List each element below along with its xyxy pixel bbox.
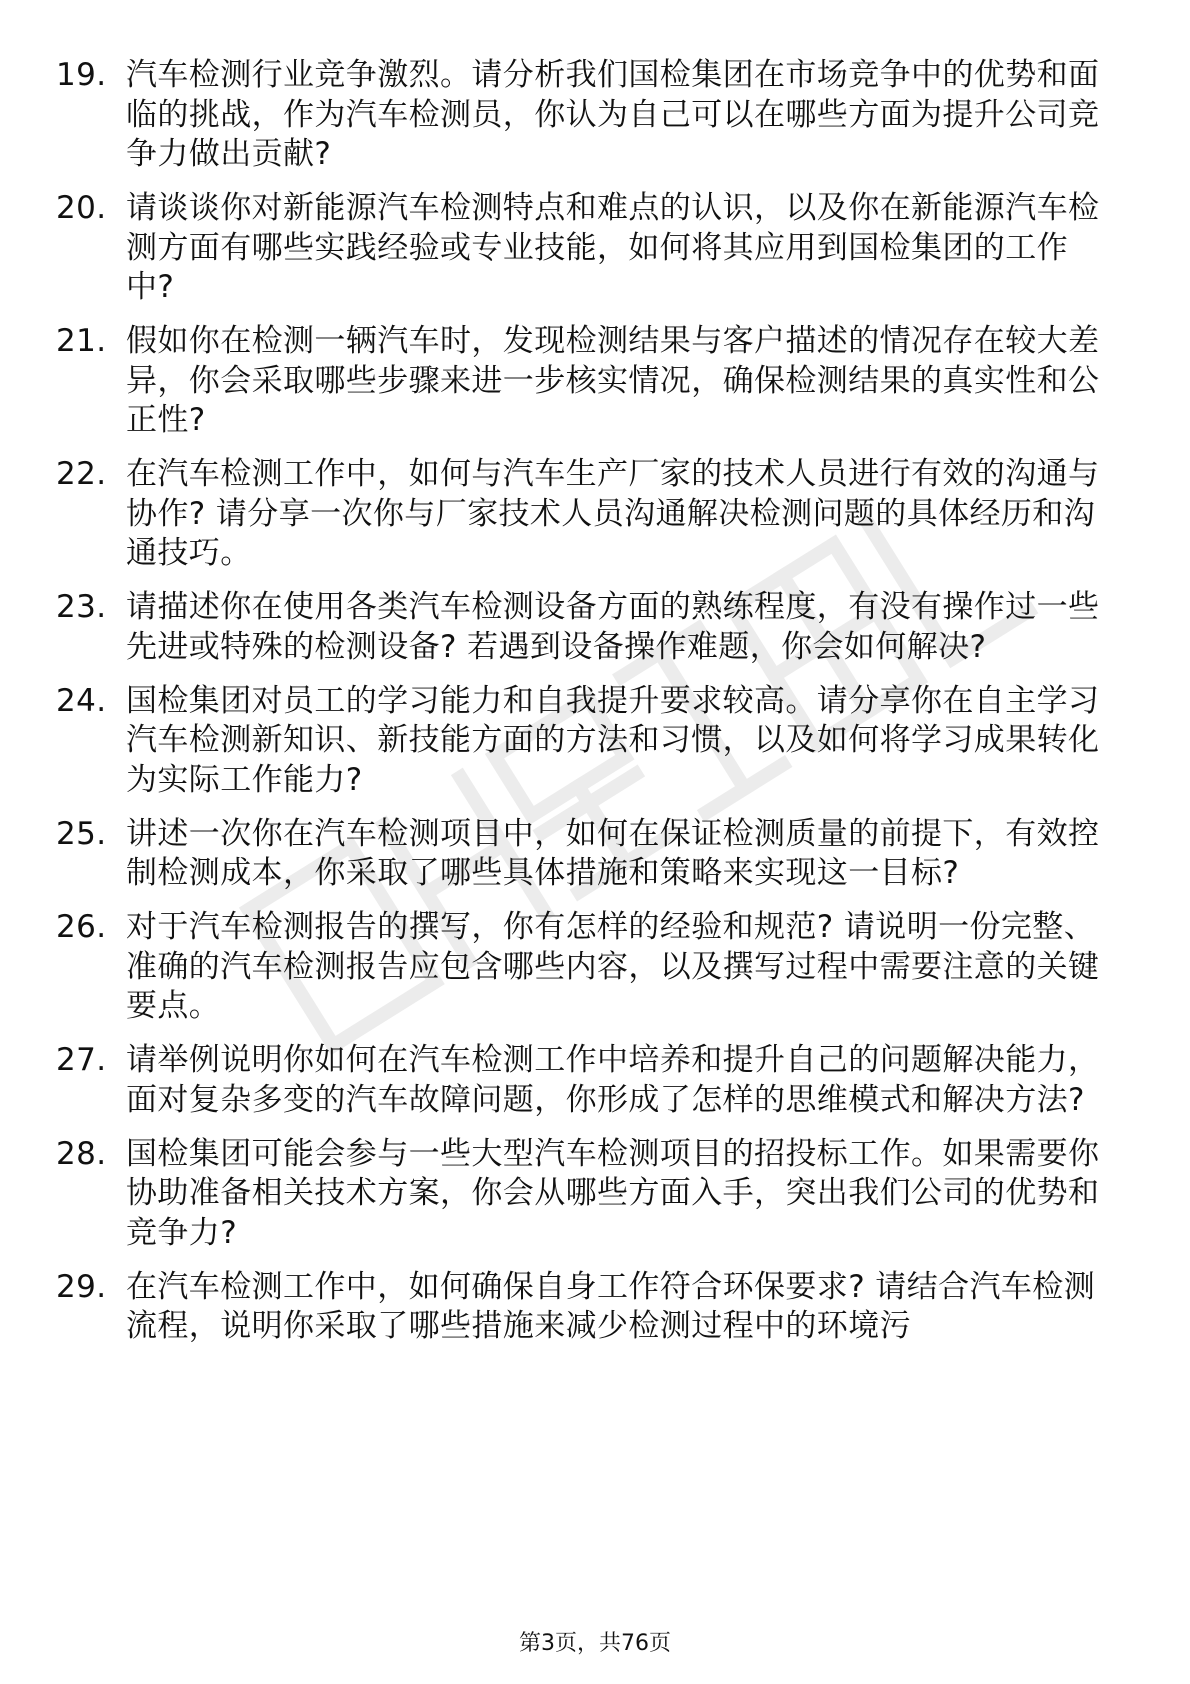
list-item [56,1268,1116,1347]
list-item [56,1135,1116,1254]
question-number: 22. [56,456,107,492]
question-text: 讲述一次你在汽车检测项目中，如何在保证检测质量的前提下，有效控制检测成本，你采取了哪些具体措施和策略来实现这一目标? [126,815,1100,891]
question-text: 请举例说明你如何在汽车检测工作中培养和提升自己的问题解决能力，面对复杂多变的汽车故障问题，你形成了怎样的思维模式和解决方法? [126,1042,1100,1118]
question-number: 29. [56,1268,107,1305]
list-item [56,682,1116,801]
question-text: 对于汽车检测报告的撰写，你有怎样的经验和规范? 请说明一份完整、准确的汽车检测报告应包含哪些内容，以及撰写过程中需要注意的关键要点。 [126,909,1100,1024]
question-number: 24. [56,682,107,719]
list-item [56,815,1116,894]
question-number: 26. [56,909,107,945]
question-text: 在汽车检测工作中，如何确保自身工作符合环保要求? 请结合汽车检测流程，说明你采取了哪些措施来减少检测过程中的环境污 [126,1268,1096,1344]
list-item [56,588,1116,667]
page-number-footer: 第3页，共76页 [519,1631,671,1656]
question-text: 请谈谈你对新能源汽车检测特点和难点的认识，以及你在新能源汽车检测方面有哪些实践经验或专业技能，如何将其应用到国检集团的工作中? [126,190,1100,305]
list-item [56,1041,1116,1120]
list-item [56,189,1116,308]
question-number: 21. [56,323,107,359]
list-item [56,56,1116,175]
question-text: 汽车检测行业竞争激烈。请分析我们国检集团在市场竞争中的优势和面临的挑战，作为汽车检测员，你认为自己可以在哪些方面为提升公司竞争力做出贡献? [126,57,1100,172]
question-number: 23. [56,589,107,625]
question-text: 国检集团对员工的学习能力和自我提升要求较高。请分享你在自主学习汽车检测新知识、新技能方面的方法和习惯，以及如何将学习成果转化为实际工作能力? [126,682,1100,798]
question-text: 假如你在检测一辆汽车时，发现检测结果与客户描述的情况存在较大差异，你会采取哪些步骤来进一步核实情况，确保检测结果的真实性和公正性? [126,323,1100,438]
question-number: 19. [56,57,107,93]
question-list [56,56,1116,1361]
question-text: 国检集团可能会参与一些大型汽车检测项目的招投标工作。如果需要你协助准备相关技术方案，你会从哪些方面入手，突出我们公司的优势和竞争力? [126,1135,1100,1251]
question-text: 在汽车检测工作中，如何与汽车生产厂家的技术人员进行有效的沟通与协作? 请分享一次你与厂家技术人员沟通解决检测问题的具体经历和沟通技巧。 [126,456,1100,571]
question-number: 27. [56,1042,107,1078]
question-number: 28. [56,1135,107,1172]
question-number: 25. [56,815,107,852]
list-item [56,322,1116,441]
question-number: 20. [56,190,107,226]
list-item [56,455,1116,574]
list-item [56,908,1116,1027]
question-text: 请描述你在使用各类汽车检测设备方面的熟练程度，有没有操作过一些先进或特殊的检测设备? 若遇到设备操作难题，你会如何解决? [126,589,1100,665]
